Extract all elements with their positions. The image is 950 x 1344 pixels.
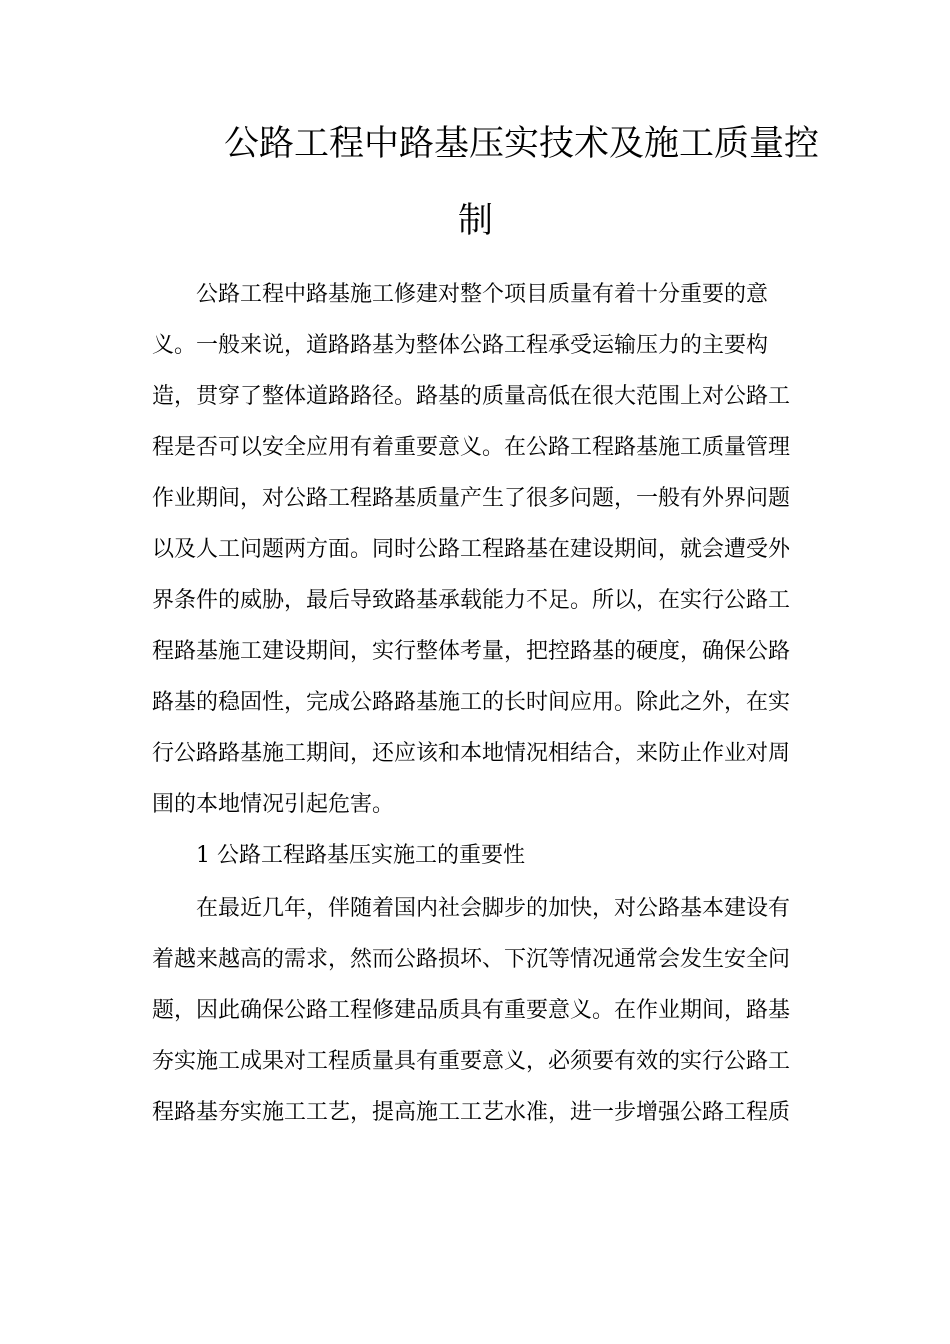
body-line: 以及人工问题两方面。同时公路工程路基在建设期间，就会遭受外	[152, 537, 791, 562]
body-line: 公路工程中路基施工修建对整个项目质量有着十分重要的意	[152, 282, 769, 307]
body-line: 程路基夯实施工工艺，提高施工工艺水准，进一步增强公路工程质	[152, 1100, 791, 1125]
section-heading: 1 公路工程路基压实施工的重要性	[152, 843, 525, 868]
body-line: 在最近几年，伴随着国内社会脚步的加快，对公路基本建设有	[152, 896, 791, 921]
body-line: 着越来越高的需求，然而公路损坏、下沉等情况通常会发生安全问	[152, 947, 791, 972]
body-line: 题，因此确保公路工程修建品质具有重要意义。在作业期间，路基	[152, 998, 791, 1023]
body-line: 造，贯穿了整体道路路径。路基的质量高低在很大范围上对公路工	[152, 384, 791, 409]
body-line: 义。一般来说，道路路基为整体公路工程承受运输压力的主要构	[152, 333, 769, 358]
body-line: 作业期间，对公路工程路基质量产生了很多问题，一般有外界问题	[152, 486, 791, 511]
body-line: 路基的稳固性，完成公路路基施工的长时间应用。除此之外，在实	[152, 690, 791, 715]
body-line: 行公路路基施工期间，还应该和本地情况相结合，来防止作业对周	[152, 741, 791, 766]
body-line: 围的本地情况引起危害。	[152, 792, 395, 817]
body-line: 程是否可以安全应用有着重要意义。在公路工程路基施工质量管理	[152, 435, 791, 460]
document-title-line-1: 公路工程中路基压实技术及施工质量控	[224, 124, 820, 164]
body-line: 界条件的威胁，最后导致路基承载能力不足。所以，在实行公路工	[152, 588, 791, 613]
body-line: 夯实施工成果对工程质量具有重要意义，必须要有效的实行公路工	[152, 1049, 791, 1074]
document-title-line-2: 制	[458, 201, 494, 241]
body-line: 程路基施工建设期间，实行整体考量，把控路基的硬度，确保公路	[152, 639, 791, 664]
